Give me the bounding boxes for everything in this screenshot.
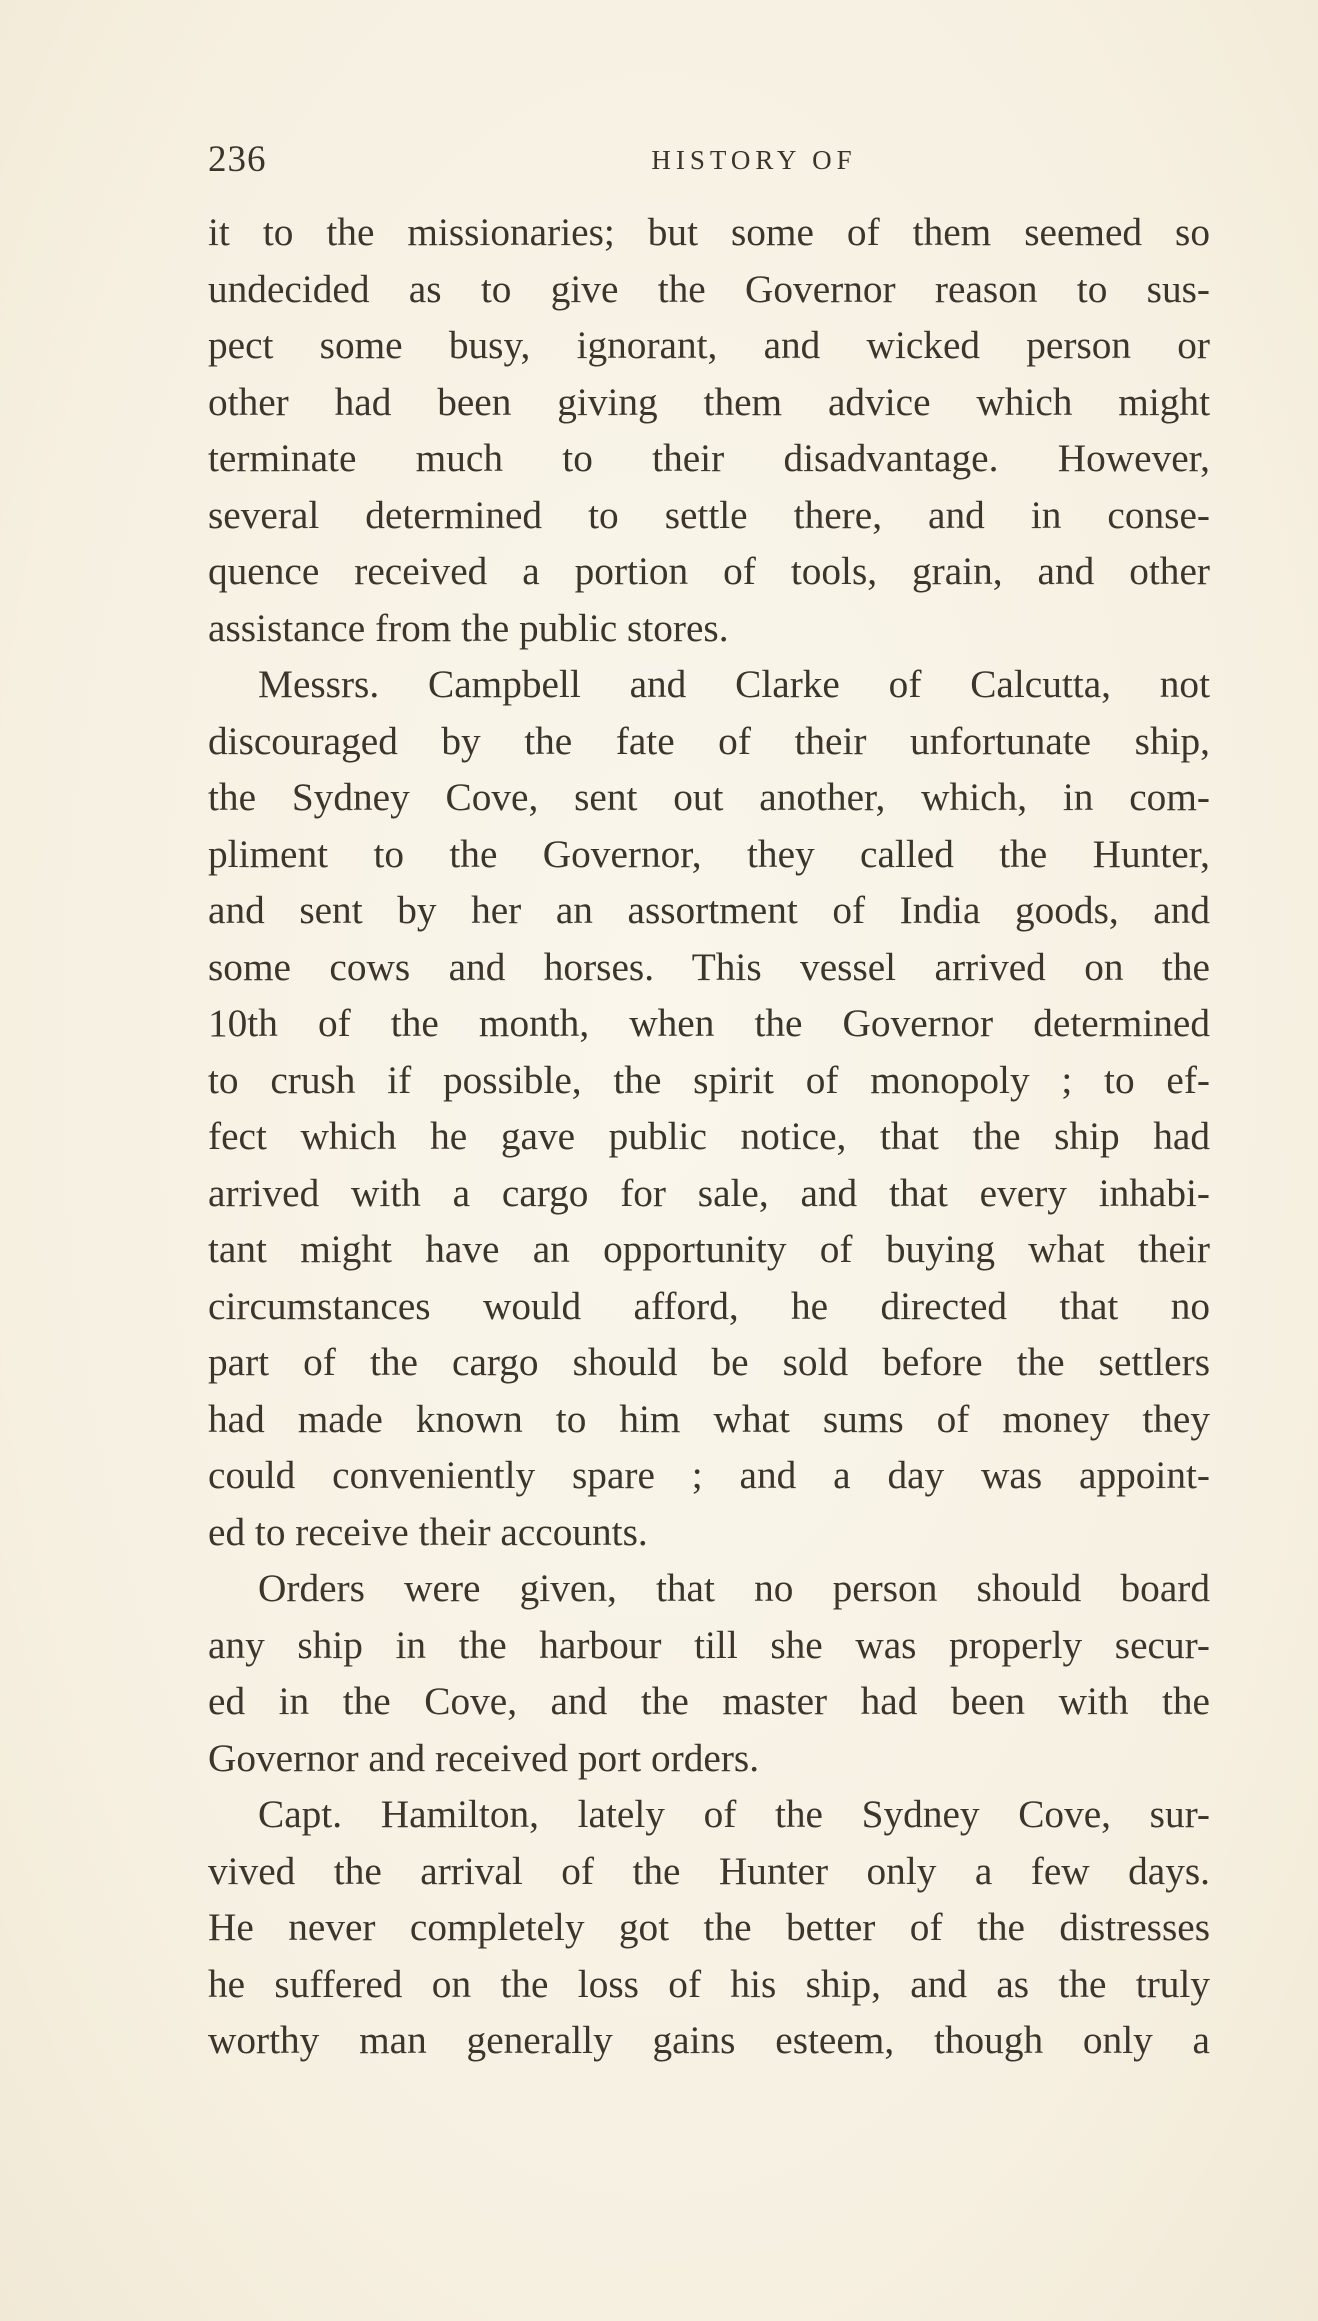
text-line: some cows and horses. This vessel arrived on the [208,944,1210,989]
text-line: vived the arrival of the Hunter only a few days. [208,1848,1210,1893]
running-title: HISTORY OF [651,145,857,175]
text-line: any ship in the harbour till she was properly secur- [208,1622,1210,1667]
text-line: quence received a portion of tools, grain, and other [208,549,1210,593]
page-number: 236 [208,139,267,180]
text-line: terminate much to their disadvantage. However, [208,436,1210,480]
text-line: to crush if possible, the spirit of monopoly ; to ef- [208,1057,1210,1102]
text-line: several determined to settle there, and in conse- [208,492,1210,537]
paragraph-first-line: Capt. Hamilton, lately of the Sydney Cove, sur- [258,1792,1210,1836]
text-line: other had been giving them advice which might [208,379,1210,424]
text-line: he suffered on the loss of his ship, and as the truly [208,1961,1210,2006]
text-line: and sent by her an assortment of India goods, and [208,888,1210,932]
text-line: had made known to him what sums of money they [208,1396,1210,1441]
text-line: He never completely got the better of the distresses [208,1905,1210,1949]
paragraph-last-line: Governor and received port orders. [208,1735,760,1780]
text-line: pect some busy, ignorant, and wicked person or [208,323,1210,367]
text-line: undecided as to give the Governor reason to sus- [208,266,1210,311]
paragraph-first-line: Messrs. Campbell and Clarke of Calcutta, not [258,662,1210,706]
text-line: part of the cargo should be sold before the settlers [208,1340,1210,1384]
running-head [208,138,1210,182]
body-text [208,204,1210,2069]
text-line: circumstances would afford, he directed that no [208,1283,1210,1328]
text-line: worthy man generally gains esteem, though only a [208,2018,1210,2062]
text-line: tant might have an opportunity of buying what their [208,1227,1210,1271]
text-line: the Sydney Cove, sent out another, which, in com- [208,775,1210,819]
text-line: 10th of the month, when the Governor determined [208,1001,1210,1045]
paragraph-last-line: ed to receive their accounts. [208,1509,648,1554]
text-line: discouraged by the fate of their unfortunate ship, [208,718,1210,763]
text-line: arrived with a cargo for sale, and that every inhabi- [208,1170,1210,1215]
paragraph-last-line: assistance from the public stores. [208,605,729,650]
text-line: pliment to the Governor, they called the Hunter, [208,831,1210,876]
paragraph-first-line: Orders were given, that no person should board [258,1566,1210,1610]
text-line: it to the missionaries; but some of them seemed so [208,210,1210,254]
text-line: fect which he gave public notice, that the ship had [208,1114,1210,1158]
text-line: could conveniently spare ; and a day was appoint- [208,1453,1210,1497]
text-line: ed in the Cove, and the master had been with the [208,1679,1210,1723]
